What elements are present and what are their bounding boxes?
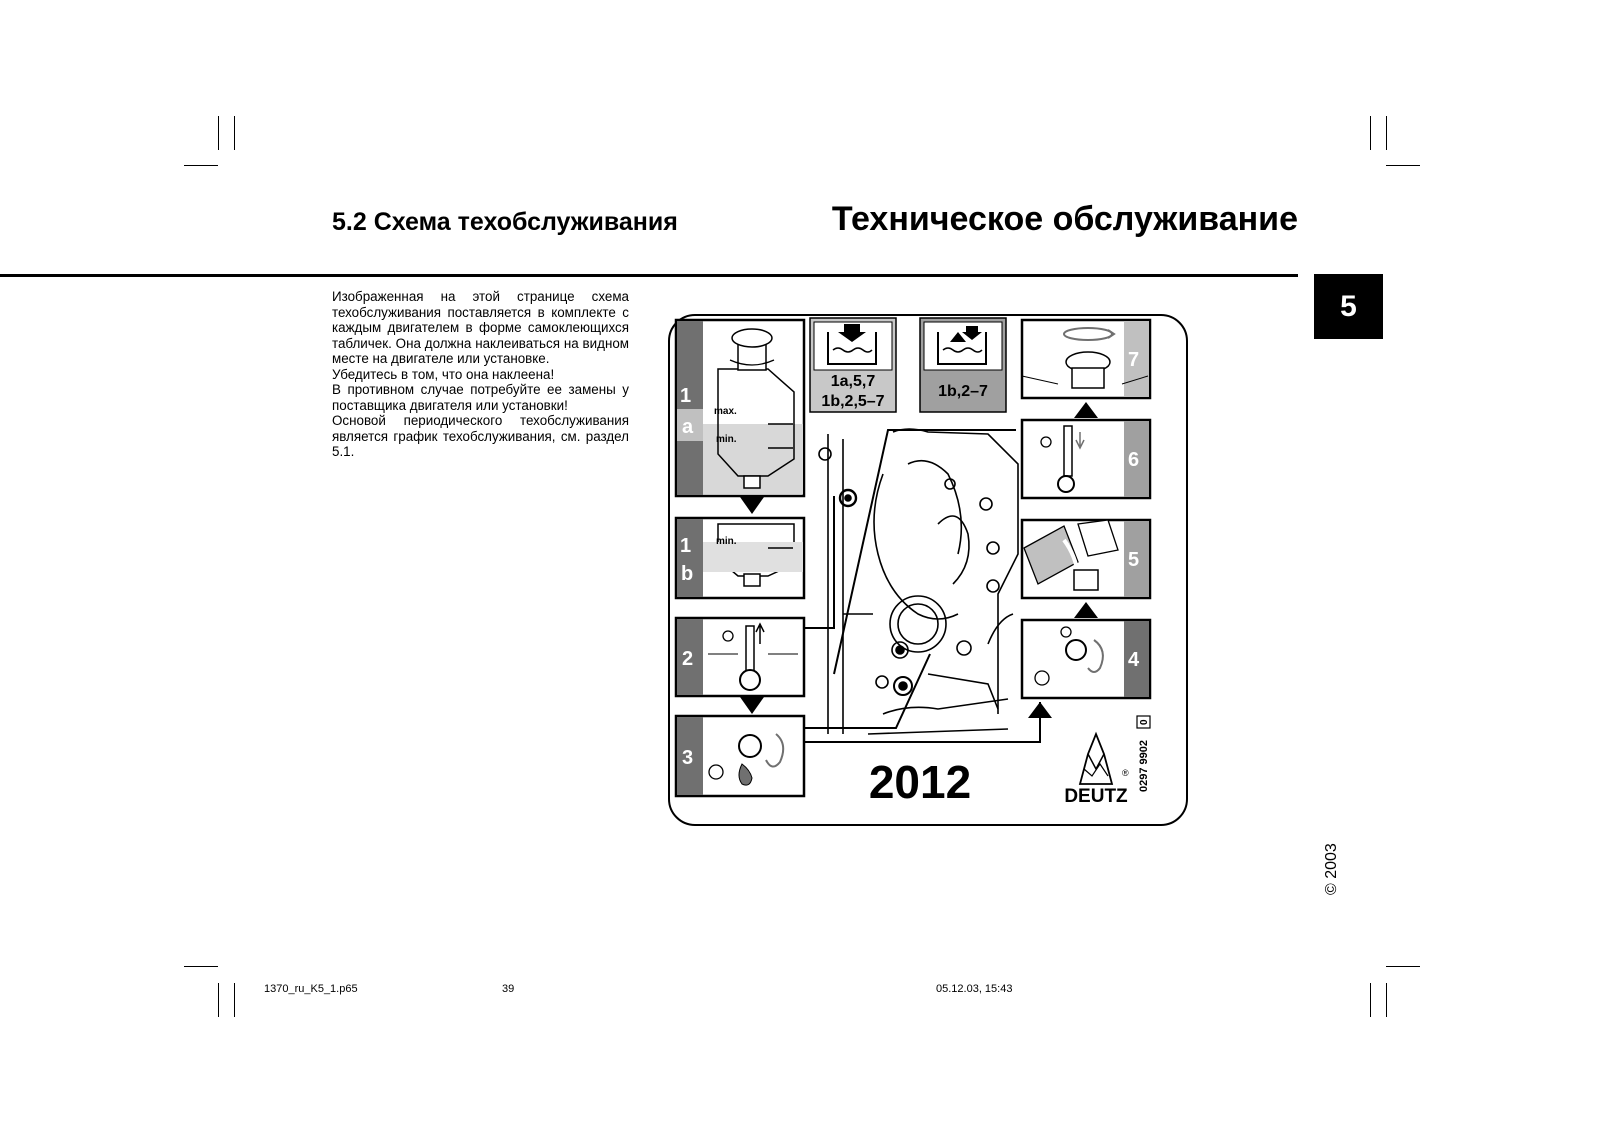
legend-left-line1: 1a,5,7	[830, 373, 876, 390]
step-1a-panel	[676, 320, 804, 496]
crop-mark	[1386, 165, 1420, 166]
step-6-panel	[1022, 420, 1150, 498]
footer-date: 05.12.03, 15:43	[936, 983, 1013, 995]
step-5-panel	[1022, 520, 1150, 598]
crop-mark	[1370, 983, 1371, 1017]
crop-mark	[218, 983, 219, 1017]
paragraph: В противном случае потребуйте ее замены у поставщика двигателя или установки!	[332, 382, 629, 413]
step-7-panel	[1022, 320, 1150, 398]
legend-right-text: 1b,2–7	[938, 383, 988, 400]
body-text	[332, 289, 629, 460]
paragraph: Изображенная на этой странице схема техобслуживания поставляется в комплекте с каждым двигателем в форме самоклеющихся табличек. Она должна наклеиваться на видном месте на двигателе или установке.	[332, 289, 629, 366]
step-2-number: 2	[682, 648, 694, 670]
min-label: min.	[716, 434, 737, 445]
step-1a-letter: a	[682, 416, 694, 438]
step-1b-letter: b	[681, 563, 694, 585]
crop-mark	[184, 165, 218, 166]
step-4-number: 4	[1128, 649, 1140, 671]
step-5-number: 5	[1128, 549, 1140, 571]
step-1-number: 1	[680, 385, 692, 407]
step-7-number: 7	[1128, 349, 1140, 371]
step-3-number: 3	[682, 747, 694, 769]
legend-right	[920, 318, 1006, 412]
paragraph: Основой периодического техобслуживания является график техобслуживания, см. раздел 5.1.	[332, 413, 629, 459]
part-number: 0297 9902	[1138, 740, 1150, 792]
registered-mark: ®	[1122, 768, 1129, 778]
part-index: 0	[1139, 719, 1150, 725]
min-label: min.	[716, 536, 737, 547]
legend-left-line2: 1b,2,5–7	[821, 393, 885, 410]
crop-mark	[234, 983, 235, 1017]
crop-mark	[1386, 966, 1420, 967]
maintenance-diagram	[668, 314, 1188, 826]
step-6-number: 6	[1128, 449, 1140, 471]
paragraph: Убедитесь в том, что она наклеена!	[332, 366, 555, 382]
crop-mark	[1370, 116, 1371, 150]
chapter-title: Техническое обслуживание	[831, 200, 1298, 238]
step-1b-number: 1	[680, 535, 692, 557]
copyright: © 2003	[1323, 843, 1340, 895]
footer-page: 39	[502, 983, 515, 995]
chapter-tab: 5	[1314, 274, 1383, 339]
step-3-panel	[676, 716, 804, 796]
crop-mark	[184, 966, 218, 967]
crop-mark	[1386, 116, 1387, 150]
legend-left	[810, 318, 896, 412]
crop-mark	[234, 116, 235, 150]
section-title: 5.2 Схема техобслуживания	[332, 208, 678, 236]
step-1b-panel	[676, 518, 804, 598]
max-label: max.	[714, 406, 737, 417]
part-number-block	[1137, 716, 1150, 792]
step-2-panel	[676, 618, 804, 696]
header-rule	[0, 274, 1298, 277]
step-4-panel	[1022, 620, 1150, 698]
footer-file: 1370_ru_K5_1.p65	[264, 983, 358, 995]
brand-name: DEUTZ	[1064, 786, 1128, 807]
crop-mark	[1386, 983, 1387, 1017]
model-number: 2012	[868, 756, 972, 808]
crop-mark	[218, 116, 219, 150]
